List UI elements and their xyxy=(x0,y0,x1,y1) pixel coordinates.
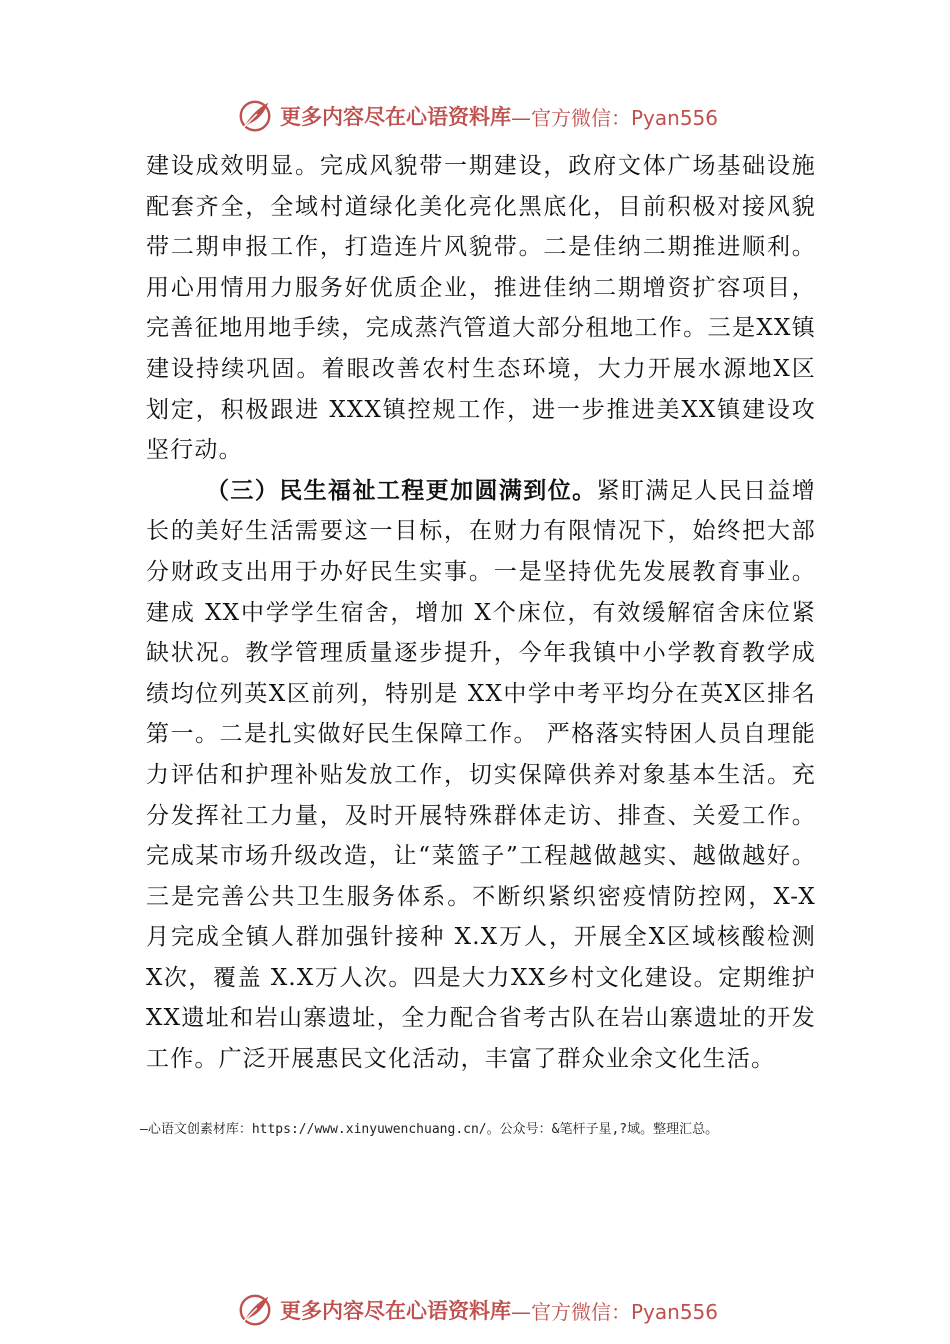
wechat-text: —官方微信：Pyan556 xyxy=(511,1299,719,1324)
quill-logo-icon xyxy=(236,1291,274,1329)
footer-banner xyxy=(236,1290,756,1330)
quill-logo-icon xyxy=(236,97,274,135)
paragraph xyxy=(146,146,816,471)
wechat-text: —官方微信：Pyan556 xyxy=(511,105,719,130)
header-banner xyxy=(236,96,756,136)
section-heading: （三）民生福祉工程更加圆满到位。 xyxy=(206,476,597,504)
paragraph xyxy=(146,471,816,1080)
document-body xyxy=(146,146,816,1080)
brand-text: 更多内容尽在心语资料库 xyxy=(280,1298,511,1323)
brand-text: 更多内容尽在心语资料库 xyxy=(280,104,511,129)
source-footnote: —心语文创素材库：https://www.xinyuwenchuang.cn/。公众号：&笔杆子星,?域。整理汇总。 xyxy=(140,1122,719,1137)
paragraph-text: 建设成效明显。完成风貌带一期建设，政府文体广场基础设施配套齐全，全域村道绿化美化亮化黑底化，目前积极对接风貌带二期申报工作，打造连片风貌带。二是佳纳二期推进顺利。用心用情用力服务好优质企业，推进佳纳二期增资扩容项目，完善征地用地手续，完成蒸汽管道大部分租地工作。三是XX镇建设持续巩固。着眼改善农村生态环境，大力开展水源地X区划定，积极跟进 XXX镇控规工作，进一步推进美XX镇建设攻坚行动。 xyxy=(146,153,816,464)
paragraph-text: 紧盯满足人民日益增长的美好生活需要这一目标，在财力有限情况下，始终把大部分财政支出用于办好民生实事。一是坚持优先发展教育事业。建成 XX中学学生宿舍，增加 X个床位，有效缓解宿舍床位紧缺状况。教学管理质量逐步提升，今年我镇中小学教育教学成绩均位列英X区前列，特别是 XX中学中考平均分在英X区排名第一。二是扎实做好民生保障工作。 严格落实特困人员自理能力评估和护理补贴发放工作，切实保障供养对象基本生活。充分发挥社工力量，及时开展特殊群体走访、排查、关爱工作。完成某市场升级改造，让“菜篮子”工程越做越实、越做越好。三是完善公共卫生服务体系。不断织紧织密疫情防控网，X-X月完成全镇人群加强针接种 X.X万人，开展全X区域核酸检测 X次，覆盖 X.X万人次。四是大力XX乡村文化建设。定期维护 XX遗址和岩山寨遗址，全力配合省考古队在岩山寨遗址的开发工作。广泛开展惠民文化活动，丰富了群众业余文化生活。 xyxy=(146,477,816,1073)
